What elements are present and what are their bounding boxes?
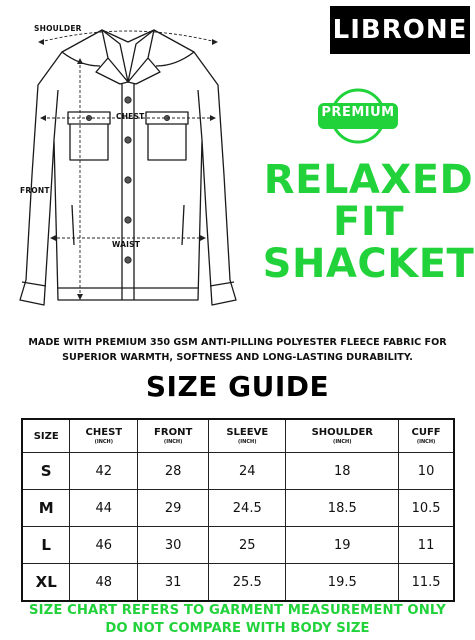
description-line2: SUPERIOR WARMTH, SOFTNESS AND LONG-LASTING DURABILITY. [62,352,413,363]
sleeve-cell: 24.5 [209,490,286,527]
footer-line2: DO NOT COMPARE WITH BODY SIZE [105,621,370,636]
front-cell: 29 [138,490,209,527]
product-description [8,335,467,365]
cuff-cell: 10.5 [399,490,454,527]
size-guide-title: SIZE GUIDE [145,370,330,403]
front-cell: 31 [138,564,209,602]
front-cell: 28 [138,453,209,490]
size-cell: XL [22,564,70,602]
front-label: FRONT [20,186,50,195]
chest-cell: 44 [70,490,138,527]
cuff-cell: 11.5 [399,564,454,602]
header-shoulder [286,419,399,453]
header-unit: (INCH) [94,439,114,445]
sleeve-cell: 25.5 [209,564,286,602]
brand-logo: LIBRONE [330,6,470,54]
chest-cell: 46 [70,527,138,564]
header-cuff [399,419,454,453]
header-label: SHOULDER [311,427,373,438]
size-table [21,418,455,602]
header-label: CHEST [85,427,123,438]
headline-line3: SHACKET [262,241,475,287]
shoulder-label: SHOULDER [34,24,82,33]
sleeve-cell: 25 [209,527,286,564]
headline-line2: FIT [333,199,404,245]
header-unit: (INCH) [163,439,183,445]
shoulder-cell: 19.5 [286,564,399,602]
shoulder-cell: 19 [286,527,399,564]
chest-cell: 48 [70,564,138,602]
size-cell: L [22,527,70,564]
front-cell: 30 [138,527,209,564]
size-cell: S [22,453,70,490]
table-row [22,527,454,564]
table-row [22,564,454,602]
header-label: SIZE [33,430,59,442]
header-label: CUFF [411,427,441,438]
cuff-cell: 11 [399,527,454,564]
header-sleeve [209,419,286,453]
header-chest [70,419,138,453]
table-row [22,453,454,490]
chest-label: CHEST [116,112,145,121]
header-unit: (INCH) [416,439,436,445]
shacket-illustration [0,0,262,320]
header-front [138,419,209,453]
waist-label: WAIST [112,240,141,249]
shoulder-cell: 18 [286,453,399,490]
header-label: FRONT [154,427,193,438]
headline-line1: RELAXED [263,157,474,203]
description-line1: MADE WITH PREMIUM 350 GSM ANTI-PILLING POLYESTER FLEECE FABRIC FOR [28,337,447,348]
footer-line1: SIZE CHART REFERS TO GARMENT MEASUREMENT ONLY [29,603,446,618]
header-label: SLEEVE [226,427,269,438]
header-unit: (INCH) [333,439,352,445]
table-row [22,490,454,527]
sleeve-cell: 24 [209,453,286,490]
table-header-row [22,419,454,453]
header-unit: (INCH) [238,439,257,445]
cuff-cell: 10 [399,453,454,490]
header-size [22,419,70,453]
chest-cell: 42 [70,453,138,490]
shoulder-cell: 18.5 [286,490,399,527]
premium-badge-text: PREMIUM [321,105,395,120]
size-cell: M [22,490,70,527]
